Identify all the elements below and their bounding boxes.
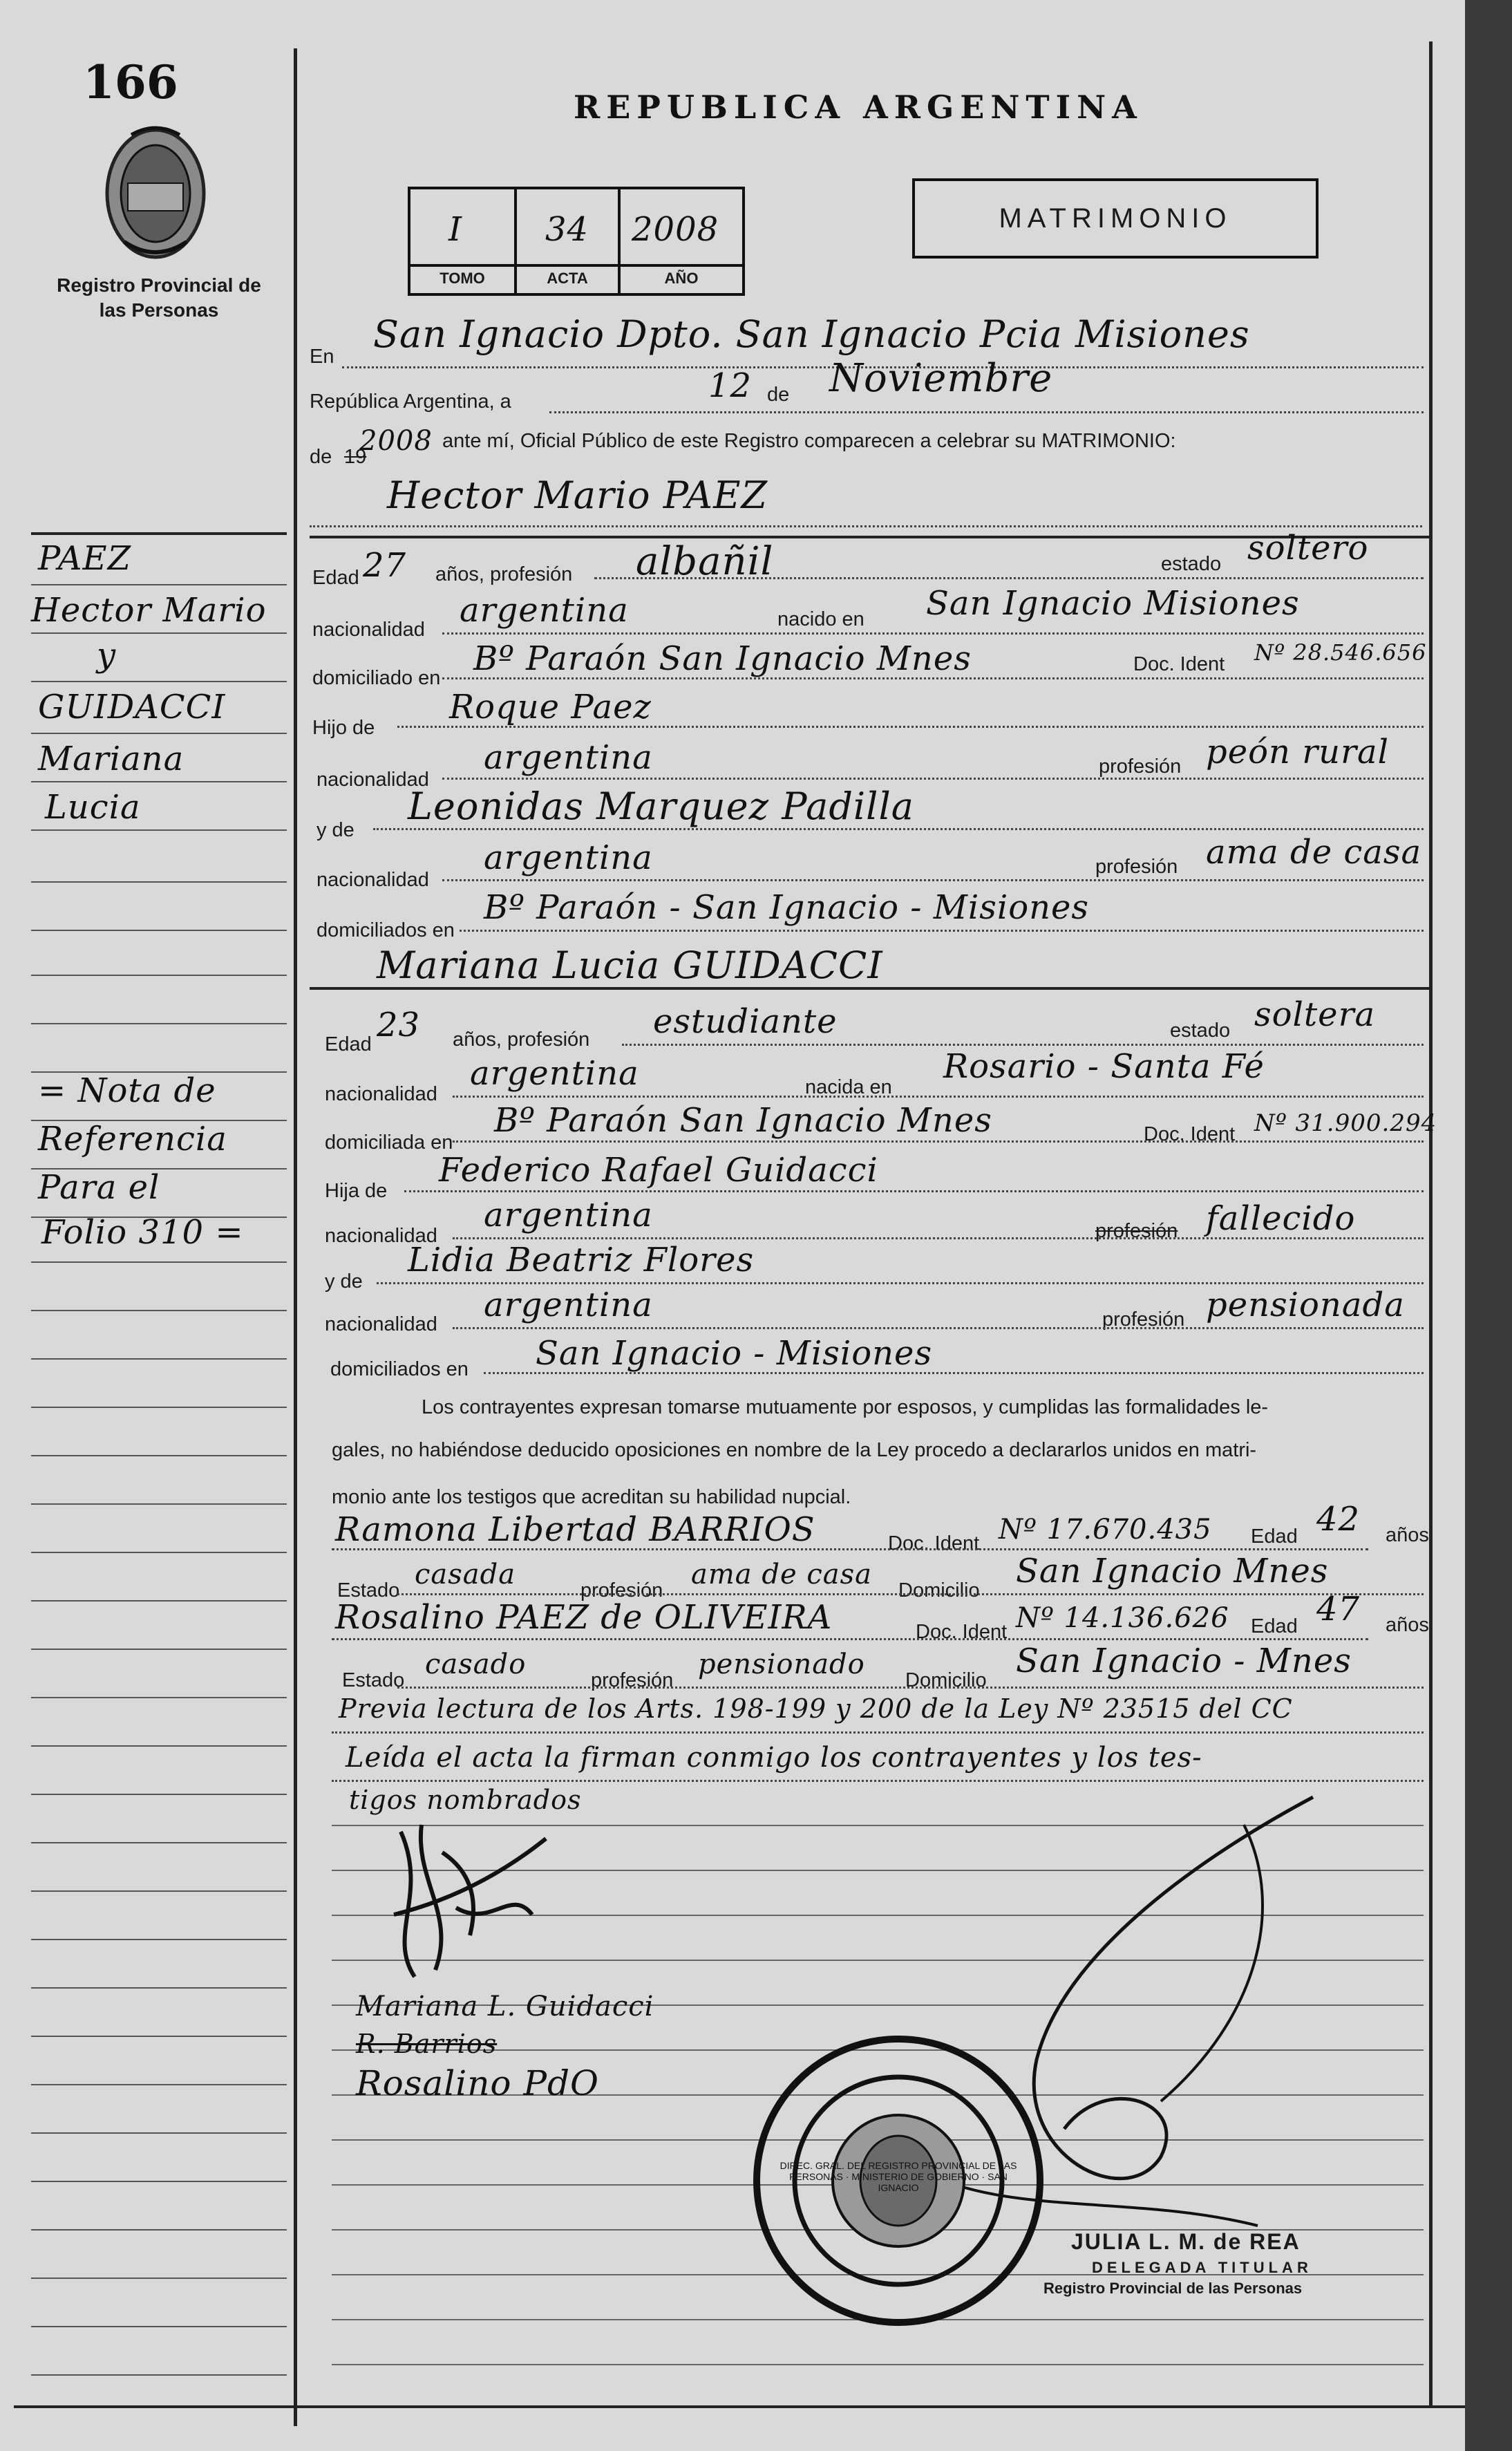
bride-nacionalidad-label: nacionalidad — [325, 1083, 437, 1105]
margin-name-line-5: Mariana — [38, 740, 185, 778]
margin-name-line-2: Hector Mario — [31, 591, 267, 630]
right-border — [1429, 41, 1433, 2405]
groom-address: Bº Paraón San Ignacio Mnes — [473, 639, 972, 678]
groom-parents-address: Bº Paraón - San Ignacio - Misiones — [484, 888, 1090, 927]
groom-mother-nacionalidad-label: nacionalidad — [316, 869, 429, 891]
witness1-address: San Ignacio Mnes — [1016, 1552, 1329, 1590]
groom-nacido-label: nacido en — [777, 608, 864, 630]
witness1-doc-number: Nº 17.670.435 — [999, 1514, 1212, 1546]
groom-father-profesion-label: profesión — [1099, 755, 1182, 778]
margin-note-line-3: Para el — [38, 1168, 160, 1207]
groom-father-nacionalidad-label: nacionalidad — [316, 769, 429, 791]
country-title: REPUBLICA ARGENTINA — [574, 88, 1143, 126]
witness2-doc-number: Nº 14.136.626 — [1016, 1602, 1229, 1634]
officer-registry: Registro Provincial de las Personas — [1043, 2280, 1303, 2297]
witness1-profession: ama de casa — [691, 1559, 872, 1590]
witness2-doc-label: Doc. Ident — [916, 1621, 1008, 1643]
closing-line-2: Leída el acta la firman conmigo los contrayentes y los tes- — [346, 1742, 1202, 1774]
groom-birthplace: San Ignacio Misiones — [926, 584, 1300, 623]
bride-estado-label: estado — [1170, 1020, 1231, 1042]
groom-domiciliado-label: domiciliado en — [312, 667, 441, 689]
coat-of-arms-icon — [97, 121, 214, 266]
declaration-line-2: gales, no habiéndose deducido oposiciones en nombre de la Ley procedo a declararlos unidos en matri- — [332, 1439, 1257, 1461]
groom-signature-icon — [373, 1811, 580, 1984]
witness2-edad-label: Edad — [1251, 1615, 1298, 1637]
witness1-anos-label: años — [1386, 1524, 1429, 1546]
groom-full-name: Hector Mario PAEZ — [387, 473, 768, 517]
bride-mother: Lidia Beatriz Flores — [408, 1241, 755, 1279]
groom-mother-profesion-label: profesión — [1095, 856, 1178, 878]
closing-line-3: tigos nombrados — [349, 1785, 582, 1815]
bride-anos-label: años, profesión — [453, 1029, 590, 1051]
bride-mother-profession: pensionada — [1206, 1286, 1405, 1324]
declaration-line-3: monio ante los testigos que acreditan su habilidad nupcial. — [332, 1486, 851, 1508]
groom-civil-status: soltero — [1247, 529, 1369, 567]
groom-mother-nationality: argentina — [484, 838, 653, 877]
bride-hija-label: Hija de — [325, 1180, 388, 1202]
act-type-box — [912, 178, 1319, 259]
witness1-civil-status: casada — [415, 1559, 516, 1590]
officer-title: DELEGADA TITULAR — [1092, 2259, 1312, 2276]
groom-anos-label: años, profesión — [435, 563, 573, 585]
tomo-value: I — [448, 210, 462, 249]
oficial-text: ante mí, Oficial Público de este Registro comparecen a celebrar su MATRIMONIO: — [442, 430, 1176, 452]
witness1-age: 42 — [1316, 1500, 1361, 1539]
bride-mother-nationality: argentina — [484, 1286, 653, 1324]
groom-profession: albañil — [636, 539, 774, 584]
bride-parents-address: San Ignacio - Misiones — [536, 1334, 933, 1373]
bride-father: Federico Rafael Guidacci — [439, 1151, 878, 1190]
witness1-profesion-label: profesión — [580, 1579, 663, 1602]
acta-value: 34 — [545, 210, 589, 249]
bride-doc-number: Nº 31.900.294 — [1254, 1109, 1437, 1137]
bride-father-nationality: argentina — [484, 1196, 653, 1234]
margin-note-line-4: Folio 310 = — [41, 1213, 244, 1252]
groom-domiciliados-label: domiciliados en — [316, 919, 455, 941]
bride-age: 23 — [377, 1006, 421, 1044]
bride-yde-label: y de — [325, 1270, 363, 1293]
bride-address: Bº Paraón San Ignacio Mnes — [494, 1101, 992, 1140]
groom-doc-label: Doc. Ident — [1133, 653, 1225, 675]
year: 2008 — [359, 425, 433, 457]
tomo-label: TOMO — [440, 270, 485, 287]
officer-name: JULIA L. M. de REA — [1071, 2229, 1301, 2254]
bride-father-nacionalidad-label: nacionalidad — [325, 1225, 437, 1247]
groom-edad-label: Edad — [312, 567, 359, 589]
margin-note-line-2: Referencia — [38, 1120, 227, 1158]
witness2-anos-label: años — [1386, 1614, 1429, 1636]
witness1-name: Ramona Libertad BARRIOS — [335, 1510, 815, 1549]
groom-yde-label: y de — [316, 819, 355, 841]
registry-name: Registro Provincial de las Personas — [57, 274, 261, 321]
acta-label: ACTA — [547, 270, 588, 287]
groom-nacionalidad-label: nacionalidad — [312, 619, 425, 641]
groom-nationality: argentina — [460, 591, 629, 630]
act-type: MATRIMONIO — [999, 203, 1232, 234]
margin-name-line-3: y — [97, 636, 117, 675]
declaration-line-1: Los contrayentes expresan tomarse mutuamente por esposos, y cumplidas las formalidades le- — [422, 1396, 1269, 1418]
witness1-signature: R. Barrios — [356, 2029, 498, 2059]
bride-full-name: Mariana Lucia GUIDACCI — [377, 943, 883, 987]
witness1-doc-label: Doc. Ident — [888, 1532, 980, 1555]
groom-estado-label: estado — [1161, 553, 1222, 575]
bride-profession: estudiante — [653, 1002, 838, 1041]
witness2-estado-label: Estado — [342, 1669, 405, 1691]
groom-age: 27 — [363, 546, 407, 585]
witness2-name: Rosalino PAEZ de OLIVEIRA — [335, 1598, 833, 1637]
day: 12 — [708, 366, 753, 405]
bride-doc-label: Doc. Ident — [1144, 1123, 1236, 1145]
groom-father: Roque Paez — [449, 688, 652, 726]
bride-domiciliada-label: domiciliada en — [325, 1131, 453, 1154]
column-divider — [294, 48, 297, 2426]
closing-line-1: Previa lectura de los Arts. 198-199 y 200 de la Ley Nº 23515 del CC — [339, 1693, 1293, 1724]
witness2-age: 47 — [1316, 1590, 1361, 1628]
groom-doc-number: Nº 28.546.656 — [1254, 639, 1427, 666]
witness2-signature: Rosalino PdO — [356, 2063, 600, 2103]
folio-number: 166 — [83, 55, 178, 109]
seal-text: DIREC. GRAL. DEL REGISTRO PROVINCIAL DE LAS PERSONAS · MINISTERIO DE GOBIERNO · SAN IGNACIO — [779, 2160, 1017, 2193]
witness1-edad-label: Edad — [1251, 1525, 1298, 1548]
bride-father-profession: fallecido — [1206, 1199, 1356, 1238]
groom-mother-profession: ama de casa — [1206, 833, 1422, 872]
bride-birthplace: Rosario - Santa Fé — [943, 1047, 1265, 1086]
margin-note-line-1: = Nota de — [38, 1071, 216, 1110]
ano-label: AÑO — [664, 270, 699, 287]
witness1-estado-label: Estado — [337, 1579, 400, 1602]
margin-name-line-1: PAEZ — [38, 539, 131, 578]
bride-nacida-label: nacida en — [805, 1076, 892, 1098]
de-label: de — [767, 384, 790, 406]
margin-name-line-6: Lucia — [45, 788, 141, 827]
en-label: En — [310, 346, 334, 368]
record-id-box — [408, 187, 745, 296]
groom-father-nationality: argentina — [484, 738, 653, 777]
bride-father-profesion-struck: profesión — [1095, 1220, 1178, 1242]
witness2-profession: pensionado — [698, 1649, 865, 1680]
month: Noviembre — [829, 356, 1053, 401]
groom-hijo-label: Hijo de — [312, 717, 375, 739]
bride-mother-nacionalidad-label: nacionalidad — [325, 1313, 437, 1335]
year-prefix: de — [310, 446, 332, 468]
bride-civil-status: soltera — [1254, 995, 1376, 1034]
republica-label: República Argentina, a — [310, 391, 511, 413]
ano-value: 2008 — [632, 210, 719, 249]
groom-father-profession: peón rural — [1206, 733, 1389, 771]
page-edge — [1465, 0, 1512, 2451]
year-struck: 19 — [344, 446, 367, 468]
witness2-civil-status: casado — [425, 1649, 527, 1680]
bride-edad-label: Edad — [325, 1033, 372, 1055]
witness1-domicilio-label: Domicilio — [898, 1579, 980, 1602]
witness2-profesion-label: profesión — [591, 1669, 674, 1691]
bride-nationality: argentina — [470, 1054, 639, 1093]
bride-signature: Mariana L. Guidacci — [356, 1991, 654, 2022]
place: San Ignacio Dpto. San Ignacio Pcia Misiones — [373, 312, 1250, 356]
bride-mother-profesion-label: profesión — [1102, 1308, 1185, 1331]
margin-name-line-4: GUIDACCI — [38, 688, 226, 726]
groom-mother: Leonidas Marquez Padilla — [408, 785, 914, 828]
bride-domiciliados-label: domiciliados en — [330, 1358, 469, 1380]
witness2-domicilio-label: Domicilio — [905, 1669, 987, 1691]
witness2-address: San Ignacio - Mnes — [1016, 1642, 1352, 1680]
